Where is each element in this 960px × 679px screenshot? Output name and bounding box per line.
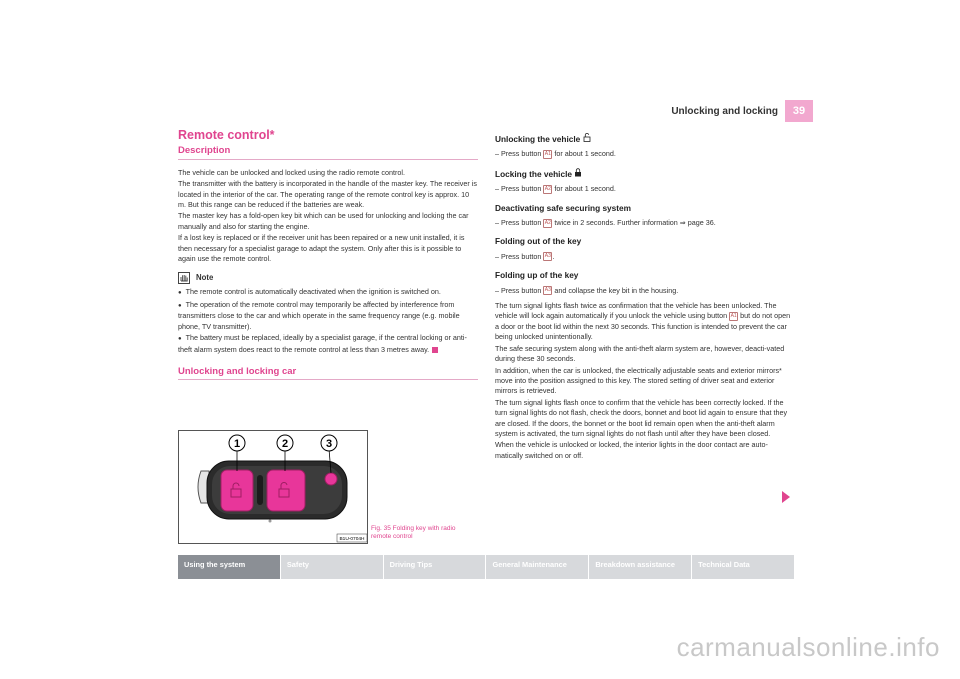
watermark: carmanualsonline.info: [676, 632, 940, 662]
tab-safety[interactable]: Safety: [281, 555, 384, 579]
step-line: [495, 149, 795, 159]
step-pre: – Press button: [495, 218, 544, 228]
button-ref-badge: A2: [544, 219, 551, 226]
button-ref-badge: A3: [544, 253, 551, 260]
figure-caption-line: remote control: [371, 533, 413, 540]
figure-caption: [371, 525, 456, 541]
paragraph: In addition, when the car is unlocked, the electrically adjustable seats and exterior mirrors* move into the position assigned to this key. The stored setting of driver seat and exterior mirrors is retrieved.: [495, 365, 782, 396]
tab-breakdown-assistance[interactable]: Breakdown assistance: [589, 555, 692, 579]
tab-driving-tips[interactable]: Driving Tips: [384, 555, 487, 579]
step-pre: – Press button: [495, 149, 544, 159]
callout-3: 3: [325, 438, 333, 450]
step-heading: Deactivating safe securing system: [495, 202, 632, 213]
step-pre: – Press button: [495, 285, 544, 295]
note-hand-icon: [178, 272, 190, 284]
unlock-button-1: [221, 470, 253, 511]
section-title: Remote control*: [178, 128, 275, 142]
step-line: [495, 286, 795, 296]
step-heading-text: Locking the vehicle: [495, 168, 572, 179]
paragraph: The transmitter with the battery is incorporated in the handle of the master key. The receiver is located in the interior of the car. The operating range of the remote control key is approx. 10 m. But this range can be reduced if the batteries are weak.: [178, 179, 477, 210]
footer-nav: [178, 555, 794, 579]
note-item-text: The battery must be replaced, ideally by a specialist garage, if the central locking or anti-theft alarm system does react to the remote control at less than 3 metres away.: [178, 333, 467, 354]
step-post: .: [552, 251, 555, 261]
note-title: Note: [196, 273, 214, 283]
paragraph: The vehicle can be unlocked and locked using the radio remote control.: [178, 167, 405, 177]
paragraph: If a lost key is replaced or if the receiver unit has been repaired or a new unit installed, it is then necessary for a specialist garage to adapt the system. Only after this is it possible to again use the remote control.: [178, 233, 465, 264]
step-heading: Folding out of the key: [495, 236, 582, 247]
paragraph: The master key has a fold-open key bit which can be used for unlocking and locking the car manually and also for starting the engine.: [178, 211, 469, 231]
note-header: [178, 272, 478, 284]
header-title: Unlocking and locking: [671, 106, 778, 117]
tab-general-maintenance[interactable]: General Maintenance: [486, 555, 589, 579]
tab-technical-data[interactable]: Technical Data: [698, 560, 750, 569]
right-column: [495, 130, 795, 462]
step-post: for about 1 second.: [552, 184, 616, 194]
callout-2: 2: [281, 438, 289, 450]
step-post: for about 1 second.: [552, 149, 616, 159]
paragraph: The safe securing system along with the anti-theft alarm system are, however, deacti-vated during these 30 seconds.: [495, 343, 785, 364]
figure-code: B1U-0704H: [339, 537, 365, 542]
step-heading-text: Unlocking the vehicle: [495, 134, 581, 144]
tab-using-the-system[interactable]: Using the system: [178, 555, 281, 579]
step-pre: – Press button: [495, 184, 544, 194]
description-heading: Description: [178, 146, 478, 159]
paragraph: [495, 301, 795, 343]
end-marker-icon: [432, 347, 438, 353]
next-page-arrow-icon[interactable]: [782, 491, 790, 503]
button-ref-badge: A1: [544, 151, 551, 157]
figure-caption-line: Fig. 35 Folding key with radio: [371, 525, 456, 532]
paragraph-text: The turn signal lights flash twice as confirmation that the vehicle has been unlocked. The vehicle will lock again automatically if you unlock the vehicle using button: [495, 301, 777, 321]
lock-icon: [574, 168, 582, 177]
callout-1: 1: [233, 438, 241, 450]
step-post: and collapse the key bit in the housing.: [552, 285, 679, 295]
step-heading: Folding up of the key: [495, 270, 579, 281]
remote-key-illustration: [179, 431, 367, 543]
button-ref-badge: A1: [730, 313, 737, 320]
note-list: [178, 287, 478, 354]
note-item: [178, 333, 478, 355]
lock-button-2: [267, 470, 305, 511]
page-number: 39: [785, 100, 813, 122]
step-post: twice in 2 seconds. Further information ⇒ page 36.: [552, 218, 716, 228]
key-figure: [178, 430, 368, 544]
paragraph: The turn signal lights flash once to confirm that the vehicle has been correctly locked. If the turn signal lights do not flash, check the doors, bonnet and boot lid again to ensure that they are closed. If the doors, the bonnet or the boot lid remain open when the anti-theft alarm system is activated, the turn signal lights do not flash until after they have been closed.: [495, 397, 788, 438]
note-item: ● The remote control is automatically deactivated when the ignition is switched on.: [178, 287, 478, 298]
step-line: [495, 252, 795, 262]
paragraph-text: but do not open a door or the boot lid within the next 30 seconds. This function is intended to prevent the car being unlocked unintentionally.: [495, 311, 791, 342]
button-ref-badge: A3: [544, 287, 551, 294]
paragraph: When the vehicle is unlocked or locked, the interior lights in the door contact are auto-matically switched on or off.: [495, 440, 768, 460]
unlocking-heading: Unlocking and locking car: [178, 367, 478, 380]
unlock-icon: [583, 133, 591, 142]
step-line: [495, 218, 795, 228]
step-heading: [495, 133, 795, 144]
step-line: [495, 184, 795, 194]
note-item: ● The operation of the remote control may temporarily be affected by interference from transmitters close to the car and which operate in the same frequency range (e.g. mobile phone, TV transmitter).: [178, 300, 478, 332]
left-column: [178, 130, 478, 380]
button-ref-badge: A2: [544, 185, 551, 192]
step-heading: [495, 168, 795, 179]
step-pre: – Press button: [495, 251, 544, 261]
fold-button-3: [325, 473, 337, 485]
